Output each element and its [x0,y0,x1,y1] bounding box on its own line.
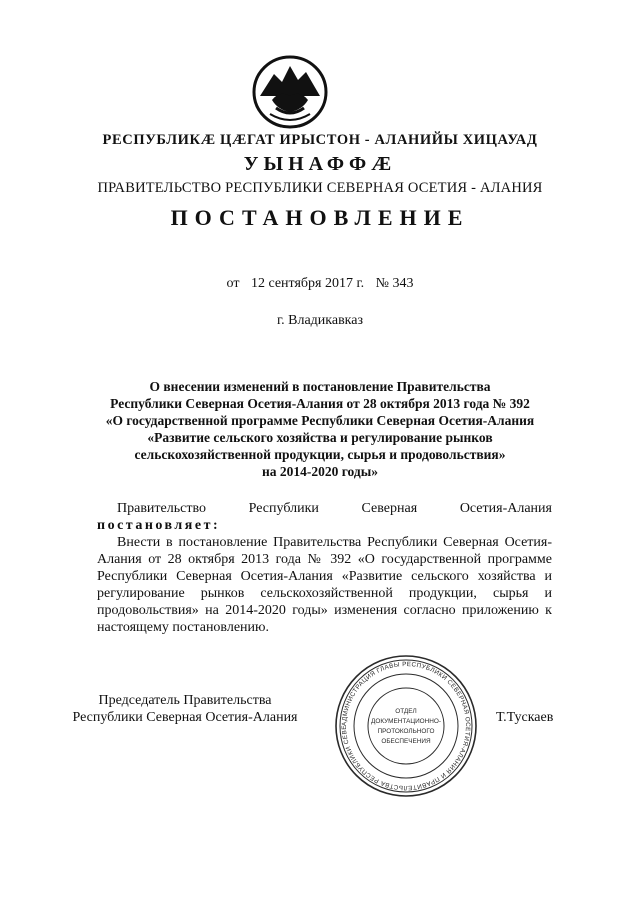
document-type-title: ПОСТАНОВЛЕНИЕ [170,205,470,230]
document-body [97,500,552,636]
city: г. Владикавказ [276,313,364,328]
signer-title-line: Республики Северная Осетия-Алания [72,710,298,725]
seal-center-line: ОТДЕЛ [395,708,417,715]
seal-center-line: ПРОТОКОЛЬНОГО [377,728,435,735]
signer-name: Т.Тускаев [496,710,554,725]
signer-title-line: Председатель Правительства [98,693,272,708]
document-date: 12 сентября 2017 г. [250,276,365,291]
seal-ring-text: АДМИНИСТРАЦИЯ ГЛАВЫ РЕСПУБЛИКИ СЕВЕРНАЯ ОСЕТИЯ-АЛАНИЯ И ПРАВИТЕЛЬСТВА РЕСПУБЛИКИ СЕВЕ [340,660,472,792]
title-line: на 2014-2020 годы» [261,464,379,479]
coat-of-arms-emblem [250,52,330,130]
signer-title [60,692,310,726]
header-ossetian-word: УЫНАФФӔ [243,153,397,175]
seal-center-line: ДОКУМЕНТАЦИОННО- [371,718,441,725]
from-label: от [226,276,240,291]
document-number: № 343 [375,276,414,291]
official-seal [333,653,479,799]
seal-center-line: ОБЕСПЕЧЕНИЯ [381,738,431,745]
title-line: сельскохозяйственной продукции, сырья и продовольствия» [134,447,506,462]
document-title-block [0,378,640,480]
title-line: «Развитие сельского хозяйства и регулирование рынков [147,430,493,445]
intro-word: Северная [361,501,418,516]
date-number-line [0,276,640,292]
intro-line [97,500,552,517]
intro-word: Осетия-Алания [459,501,552,516]
title-line: Республики Северная Осетия-Алания от 28 октября 2013 года № 392 [110,396,530,411]
body-paragraph: Внести в постановление Правительства Республики Северная Осетия-Алания от 28 октября 2013 года № 392 «О государственной программе Республики Северная Осетия-Алания «Развитие сельского хозяйства и регулирование рынков сельскохозяйственной продукции, сырья и продовольствия» на 2014-2020 годы» изменения согласно приложению к настоящему постановлению. [97,535,552,635]
intro-word: Правительство [117,501,206,516]
decree-word: постановляет: [97,518,221,533]
title-line: «О государственной программе Республики Северная Осетия-Алания [105,413,535,428]
header-government-name: ПРАВИТЕЛЬСТВО РЕСПУБЛИКИ СЕВЕРНАЯ ОСЕТИЯ - АЛАНИЯ [97,180,543,196]
intro-word: Республики [248,501,319,516]
header-ossetian-line: РЕСПУБЛИКӔ ЦӔГАТ ИРЫСТОН - АЛАНИЙЫ ХИЦАУАД [102,132,538,148]
title-line: О внесении изменений в постановление Правительства [149,379,491,394]
